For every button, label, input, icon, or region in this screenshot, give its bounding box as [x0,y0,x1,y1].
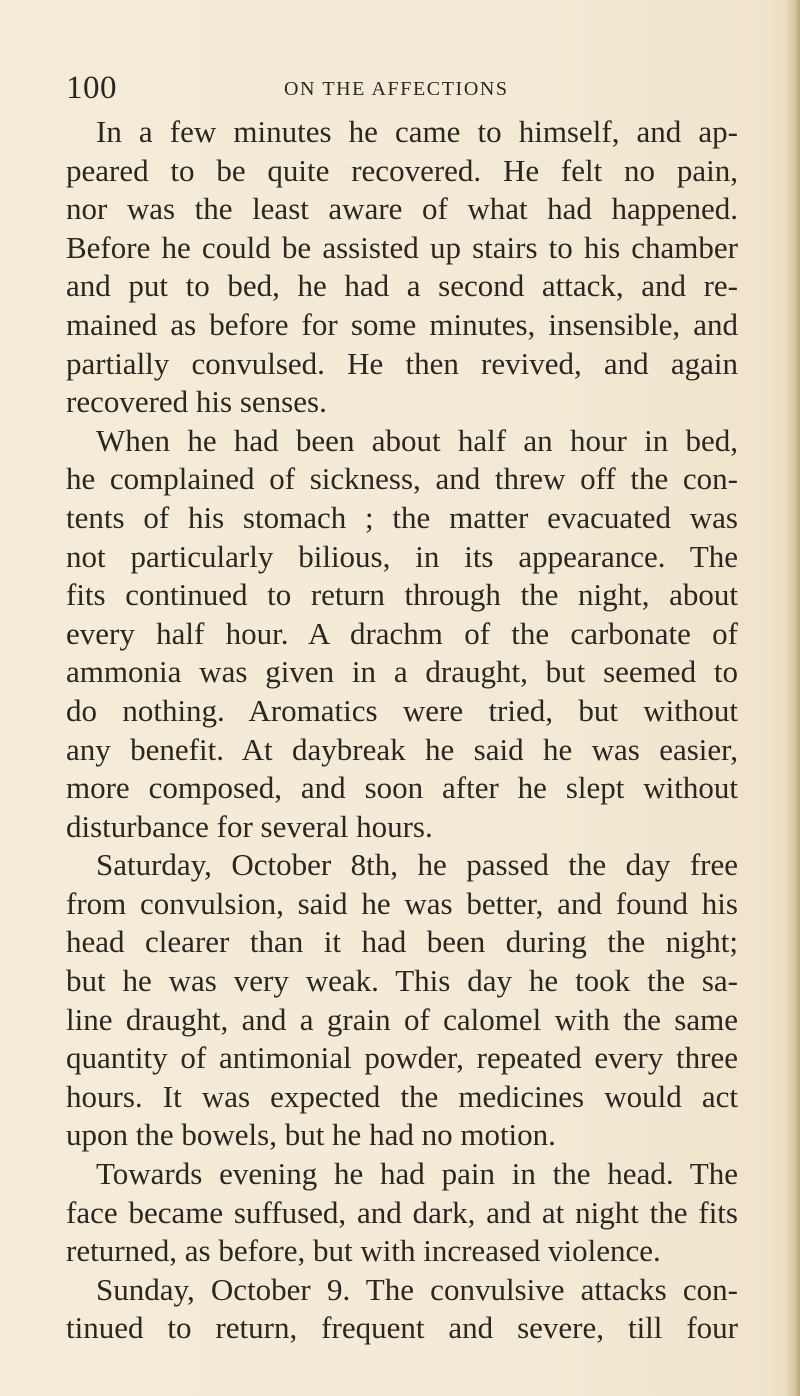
text-line: nor was the least aware of what had happened. [66,191,738,227]
text-line: mained as before for some minutes, insensible, and [66,306,738,342]
text-line: quantity of antimonial powder, repeated every three [66,1040,738,1076]
text-line: any benefit. At daybreak he said he was easier, [66,731,738,767]
text-line: In a few minutes he came to himself, and ap- [96,114,738,149]
text-line: line draught, and a grain of calomel with the same [66,1001,738,1037]
text-line: he complained of sickness, and threw off the con- [66,461,738,497]
page-header [66,68,740,108]
text-line: partially convulsed. He then revived, and again [66,345,738,381]
text-line: but he was very weak. This day he took the sa- [66,963,738,999]
text-line: every half hour. A drachm of the carbonate of [66,615,738,651]
text-line: upon the bowels, but he had no motion. [66,1117,556,1153]
text-line: and put to bed, he had a second attack, and re- [66,268,738,304]
text-line: When he had been about half an hour in bed, [96,422,738,458]
text-line: ammonia was given in a draught, but seemed to [66,654,738,690]
text-line: face became suffused, and dark, and at night the fits [66,1194,738,1230]
text-line: head clearer than it had been during the night; [66,924,738,960]
text-line: recovered his senses. [66,384,327,420]
text-line: Before he could be assisted up stairs to his chamber [66,229,738,265]
text-line: more composed, and soon after he slept without [66,770,738,806]
text-line: tinued to return, frequent and severe, till four [66,1310,738,1346]
text-line: Sunday, October 9. The convulsive attacks con- [96,1271,738,1307]
text-line: tents of his stomach ; the matter evacuated was [66,499,738,535]
running-head: ON THE AFFECTIONS [284,78,509,100]
text-line: returned, as before, but with increased violence. [66,1233,661,1269]
text-line: Saturday, October 8th, he passed the day free [96,847,738,883]
text-line: Towards evening he had pain in the head. The [96,1156,738,1192]
text-line: peared to be quite recovered. He felt no pain, [66,152,738,188]
text-line: from convulsion, said he was better, and found his [66,885,738,921]
text-line: do nothing. Aromatics were tried, but without [66,692,738,728]
text-line: not particularly bilious, in its appearance. The [66,538,738,574]
page-edge-shadow [786,0,800,1396]
text-line: disturbance for several hours. [66,808,433,844]
page-number: 100 [66,70,117,106]
body-text [66,113,738,1348]
text-line: fits continued to return through the night, about [66,577,738,613]
text-line: hours. It was expected the medicines would act [66,1078,738,1114]
